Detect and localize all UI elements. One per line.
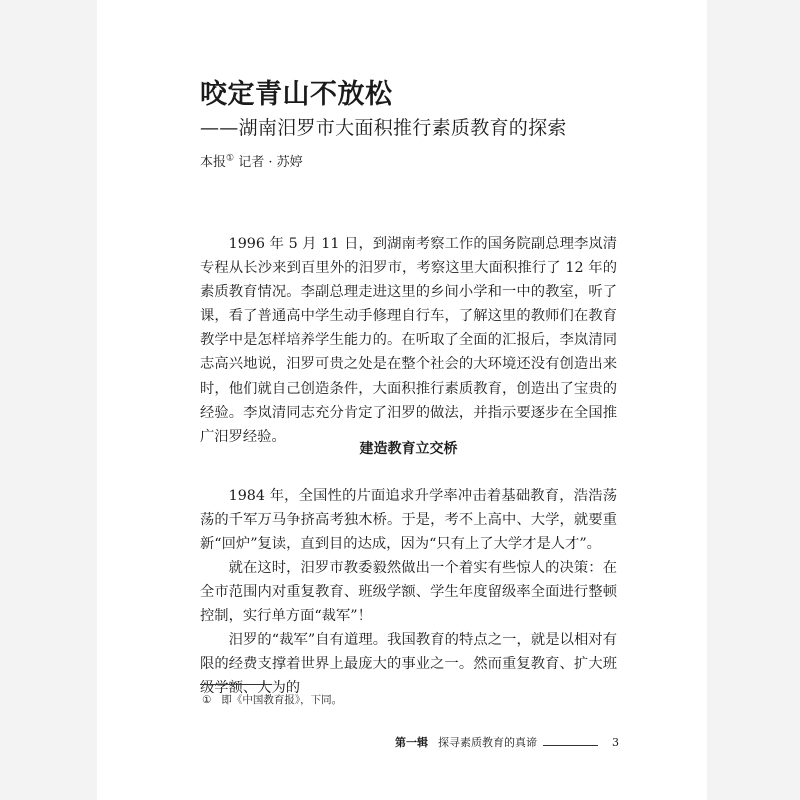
footnote	[202, 692, 342, 707]
byline	[200, 151, 303, 170]
footer-rule	[543, 745, 598, 746]
page-number: 3	[612, 735, 619, 749]
paragraph-reason: 汨罗的“裁军”自有道理。我国教育的特点之一，就是以相对有限的经费支撑着世界上最庞大的事业之一。然而重复教育、扩大班级学额、人为的	[200, 632, 617, 697]
running-footer	[395, 734, 619, 750]
paragraph-intro: 1996 年 5 月 11 日，到湖南考察工作的国务院副总理李岚清专程从长沙来到百里外的汨罗市，考察这里大面积推行了 12 年的素质教育情况。李副总理走进这里的乡间小学和一中的教室，听了课，看了普通高中学生动手修理自行车，了解这里的教师们在教育教学中是怎样培养学生能力的。在听取了全面的汇报后，李岚清同志高兴地说，汨罗可贵之处是在整个社会的大环境还没有创造出来时，他们就自己创造条件，大面积推行素质教育，创造出了宝贵的经验。李岚清同志充分肯定了汨罗的做法，并指示要逐步在全国推广汨罗经验。	[200, 236, 617, 445]
footer-section: 第一辑	[395, 736, 428, 749]
footnote-marker: ①	[226, 153, 235, 164]
footnote-number: ①	[202, 694, 212, 706]
book-page	[97, 0, 707, 800]
section-heading: 建造教育立交桥	[359, 441, 458, 457]
paragraph-1984: 1984 年，全国性的片面追求升学率冲击着基础教育，浩浩荡荡的千军万马争挤高考独木桥。于是，考不上高中、大学，就要重新“回炉”复读，直到目的达成，因为“只有上了大学才是人才”。	[200, 488, 617, 553]
article-title: 咬定青山不放松	[200, 79, 393, 110]
byline-prefix: 本报	[200, 155, 227, 170]
paragraph-decision: 就在这时，汨罗市教委毅然做出一个着实有些惊人的决策：在全市范围内对重复教育、班级学额、学生年度留级率全面进行整顿控制，实行单方面“裁军”！	[200, 560, 617, 625]
article-subtitle: ——湖南汨罗市大面积推行素质教育的探索	[200, 117, 567, 139]
footnote-divider	[200, 684, 272, 685]
byline-author: 记者 · 苏婷	[238, 155, 303, 170]
footer-chapter: 探寻素质教育的真谛	[438, 736, 537, 749]
footnote-text: 即《中国教育报》，下同。	[221, 694, 343, 706]
